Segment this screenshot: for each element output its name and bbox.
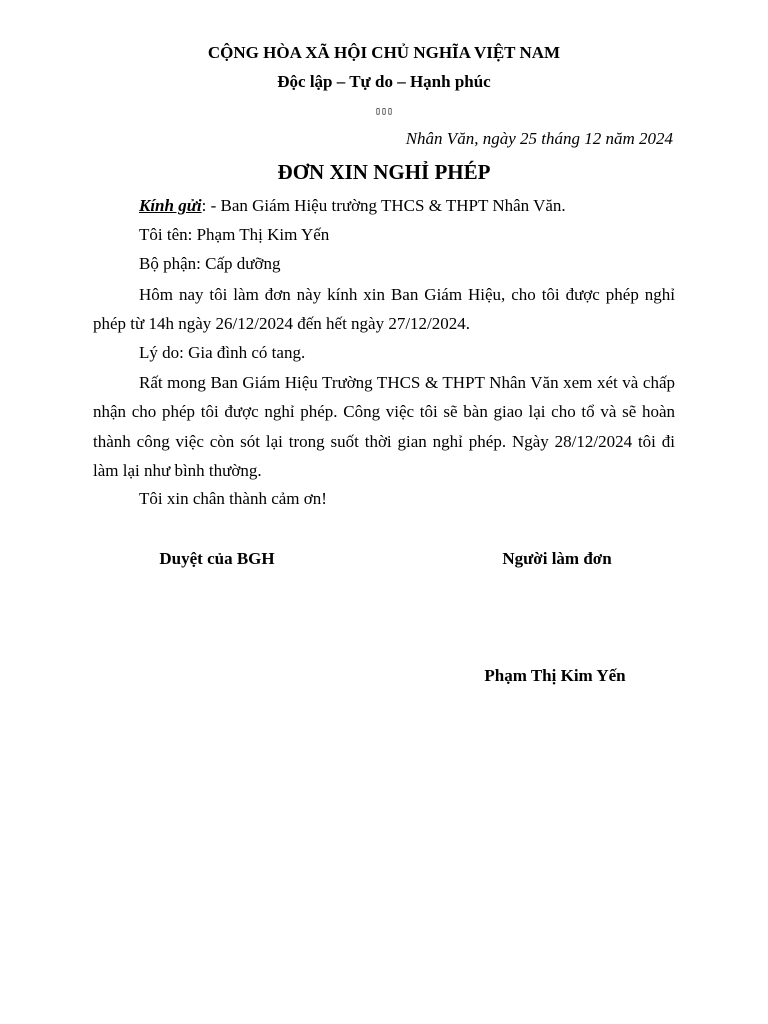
recipient-line (139, 195, 566, 217)
department-line: Bộ phận: Cấp dưỡng (139, 254, 281, 273)
place-date: Nhân Văn, ngày 25 tháng 12 năm 2024 (405, 129, 673, 148)
ornament-glyphs: ▯▯▯ (374, 106, 394, 117)
recipient-text: : - Ban Giám Hiệu trường THCS & THPT Nhân Văn. (201, 196, 566, 215)
name-line: Tôi tên: Phạm Thị Kim Yến (139, 225, 330, 244)
approval-label: Duyệt của BGH (159, 549, 275, 568)
hope-paragraph: Rất mong Ban Giám Hiệu Trường THCS & THPT Nhân Văn xem xét và chấp nhận cho phép tôi được nghỉ phép. Công việc tôi sẽ bàn giao lại cho tổ và sẽ hoàn thành công việc còn sót lại trong suốt thời gian nghỉ phép. Ngày 28/12/2024 tôi đi làm lại như bình thường. (93, 373, 675, 480)
motto: Độc lập – Tự do – Hạnh phúc (277, 72, 491, 91)
recipient-label: Kính gửi (139, 196, 202, 215)
thanks-line: Tôi xin chân thành cảm ơn! (139, 489, 327, 508)
national-title: CỘNG HÒA XÃ HỘI CHỦ NGHĨA VIỆT NAM (207, 43, 561, 62)
applicant-label: Người làm đơn (502, 549, 612, 568)
document-title: ĐƠN XIN NGHỈ PHÉP (277, 160, 491, 184)
applicant-name: Phạm Thị Kim Yến (484, 666, 626, 685)
reason-line: Lý do: Gia đình có tang. (139, 343, 306, 362)
request-paragraph: Hôm nay tôi làm đơn này kính xin Ban Giám Hiệu, cho tôi được phép nghỉ phép từ 14h ngày 26/12/2024 đến hết ngày 27/12/2024. (93, 285, 675, 334)
